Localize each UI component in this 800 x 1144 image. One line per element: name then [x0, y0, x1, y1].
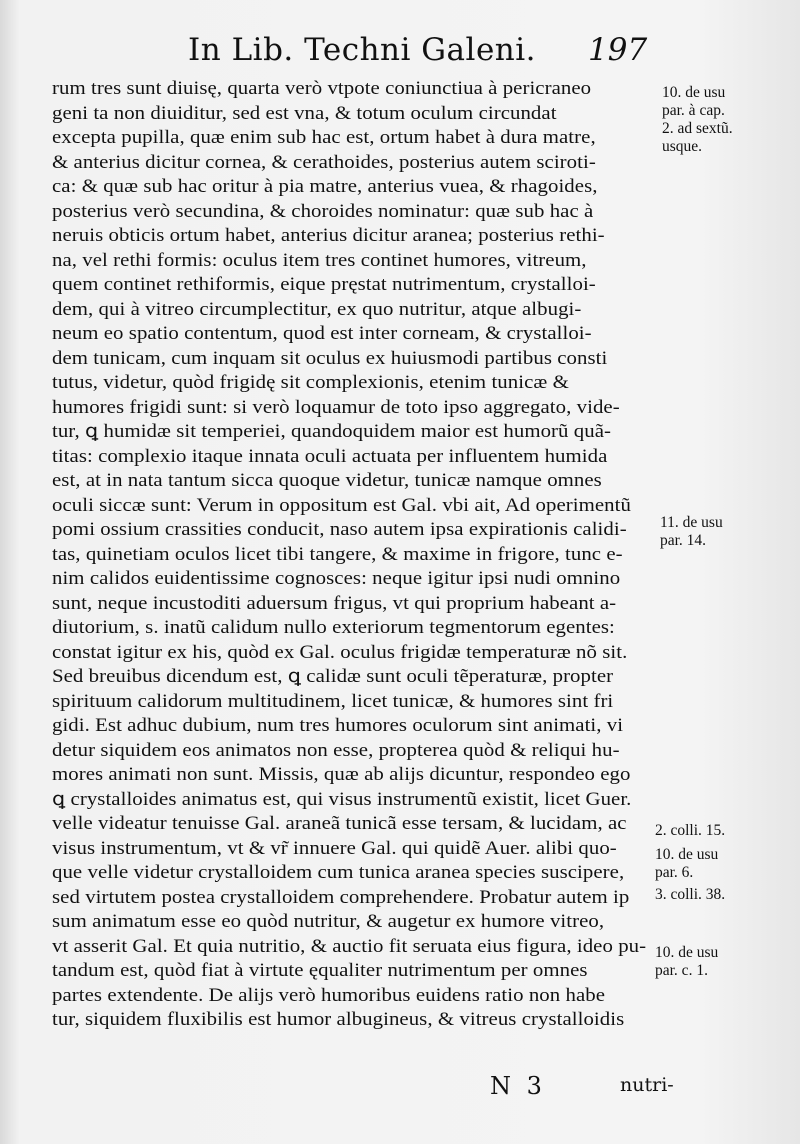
text-line: mores animati non sunt. Missis, quæ ab alijs dicuntur, respondeo ego	[52, 764, 631, 785]
text-line: velle videatur tenuisse Gal. araneã tunicã esse tersam, & lucidam, ac	[52, 813, 627, 834]
text-line: partes extendente. De alijs verò humoribus euidens ratio non habe	[52, 984, 606, 1006]
text-line: sed virtutem postea crystalloidem comprehendere. Probatur autem ip	[52, 886, 630, 908]
page-number: 197	[588, 32, 648, 68]
margin-note-line: par. 6.	[655, 864, 694, 881]
text-line: dem, qui à vitreo circumplectitur, ex quo nutritur, atque albugi-	[52, 298, 582, 320]
text-line: oculi siccæ sunt: Verum in oppositum est Gal. vbi ait, Ad operimentũ	[52, 494, 631, 516]
page-header	[0, 32, 800, 72]
margin-note-line: 3. colli. 38.	[655, 886, 726, 903]
margin-note-line: usque.	[662, 138, 703, 155]
text-line: quem continet rethiformis, eique pręstat nutrimentum, crystalloi-	[52, 274, 596, 295]
text-line: gidi. Est adhuc dubium, num tres humores oculorum sint animati, vi	[52, 715, 624, 736]
catchword: nutri-	[620, 1074, 674, 1096]
text-line: ca: & quæ sub hac oritur à pia matre, anterius vuea, & rhagoides,	[52, 176, 598, 197]
text-line: titas: complexio itaque innata oculi actuata per influentem humida	[52, 445, 608, 467]
margin-note-line: 11. de usu	[660, 514, 723, 531]
text-line: & anterius dicitur cornea, & cerathoides, posterius autem sciroti-	[52, 151, 596, 173]
text-line: vt asserit Gal. Et quia nutritio, & auctio fit seruata eius figura, ideo pu-	[52, 935, 647, 957]
text-line: humores frigidi sunt: si verò loquamur de toto ipso aggregato, vide-	[52, 396, 620, 418]
text-line: sunt, neque incustoditi aduersum frigus, vt qui proprium habeant a-	[52, 592, 617, 614]
text-line: neum eo spatio contentum, quod est inter corneam, & crystalloi-	[52, 323, 592, 344]
text-line: neruis obticis ortum habet, anterius dicitur aranea; posterius rethi-	[52, 225, 605, 246]
text-line: geni ta non diuiditur, sed est vna, & totum oculum circundat	[52, 102, 557, 124]
running-title: In Lib. Techni Galeni.	[188, 32, 537, 68]
text-line: diutorium, s. inatũ calidum nullo exteriorum tegmentorum egentes:	[52, 617, 615, 638]
page-footer	[0, 1072, 800, 1102]
text-line: rum tres sunt diuisę, quarta verò vtpote coniunctiua à pericraneo	[52, 78, 592, 99]
text-line: tur, ꝗ humidæ sit temperiei, quandoquidem maior est humorũ quã-	[52, 421, 612, 442]
text-line: constat igitur ex his, quòd ex Gal. oculus frigidæ temperaturæ nõ sit.	[52, 641, 628, 663]
text-line: tandum est, quòd fiat à virtute ęqualiter nutrimentum per omnes	[52, 960, 588, 981]
text-line: detur siquidem eos animatos non esse, propterea quòd & reliqui hu-	[52, 739, 620, 761]
text-line: na, vel rethi formis: oculus item tres continet humores, vitreum,	[52, 249, 587, 271]
text-line: excepta pupilla, quæ enim sub hac est, ortum habet à dura matre,	[52, 127, 596, 148]
margin-note-line: 10. de usu	[655, 846, 719, 863]
text-line: sum animatum esse eo quòd nutritur, & augetur ex humore vitreo,	[52, 911, 605, 932]
margin-note-line: par. 14.	[660, 532, 707, 549]
text-line: tas, quinetiam oculos licet tibi tangere, & maxime in frigore, tunc e-	[52, 543, 623, 565]
margin-note-line: 2. colli. 15.	[655, 822, 726, 839]
text-line: tutus, videtur, quòd frigidę sit complexionis, etenim tunicæ &	[52, 372, 569, 393]
text-line: ꝗ crystalloides animatus est, qui visus instrumentũ existit, licet Guer.	[52, 788, 632, 810]
margin-note-line: 2. ad sextũ.	[662, 120, 733, 137]
margin-note-line: par. à cap.	[662, 102, 725, 119]
text-line: nim calidos euidentissime cognosces: neque igitur ipsi nudi omnino	[52, 568, 621, 589]
margin-note-line: 10. de usu	[662, 84, 726, 101]
signature-mark: N 3	[490, 1072, 546, 1100]
text-line: Sed breuibus dicendum est, ꝗ calidæ sunt oculi tẽperaturæ, propter	[52, 666, 614, 687]
text-line: que velle videtur crystalloidem cum tunica aranea species suscipere,	[52, 862, 625, 883]
text-line: dem tunicam, cum inquam sit oculus ex huiusmodi partibus consti	[52, 347, 608, 369]
margin-note-line: par. c. 1.	[655, 962, 708, 979]
text-line: tur, siquidem fluxibilis est humor albugineus, & vitreus crystalloidis	[52, 1009, 625, 1030]
text-line: posterius verò secundina, & choroides nominatur: quæ sub hac à	[52, 200, 594, 222]
body-text	[52, 77, 657, 1033]
margin-note-line: 10. de usu	[655, 944, 719, 961]
text-line: est, at in nata tantum sicca quoque videtur, tunicæ namque omnes	[52, 470, 602, 491]
text-line: visus instrumentum, vt & vr̃ innuere Gal. qui quidẽ Auer. alibi quo-	[52, 837, 617, 859]
text-line: pomi ossium crassities conducit, naso autem ipsa expirationis calidi-	[52, 519, 627, 540]
text-line: spirituum calidorum multitudinem, licet tunicæ, & humores sint fri	[52, 690, 614, 712]
